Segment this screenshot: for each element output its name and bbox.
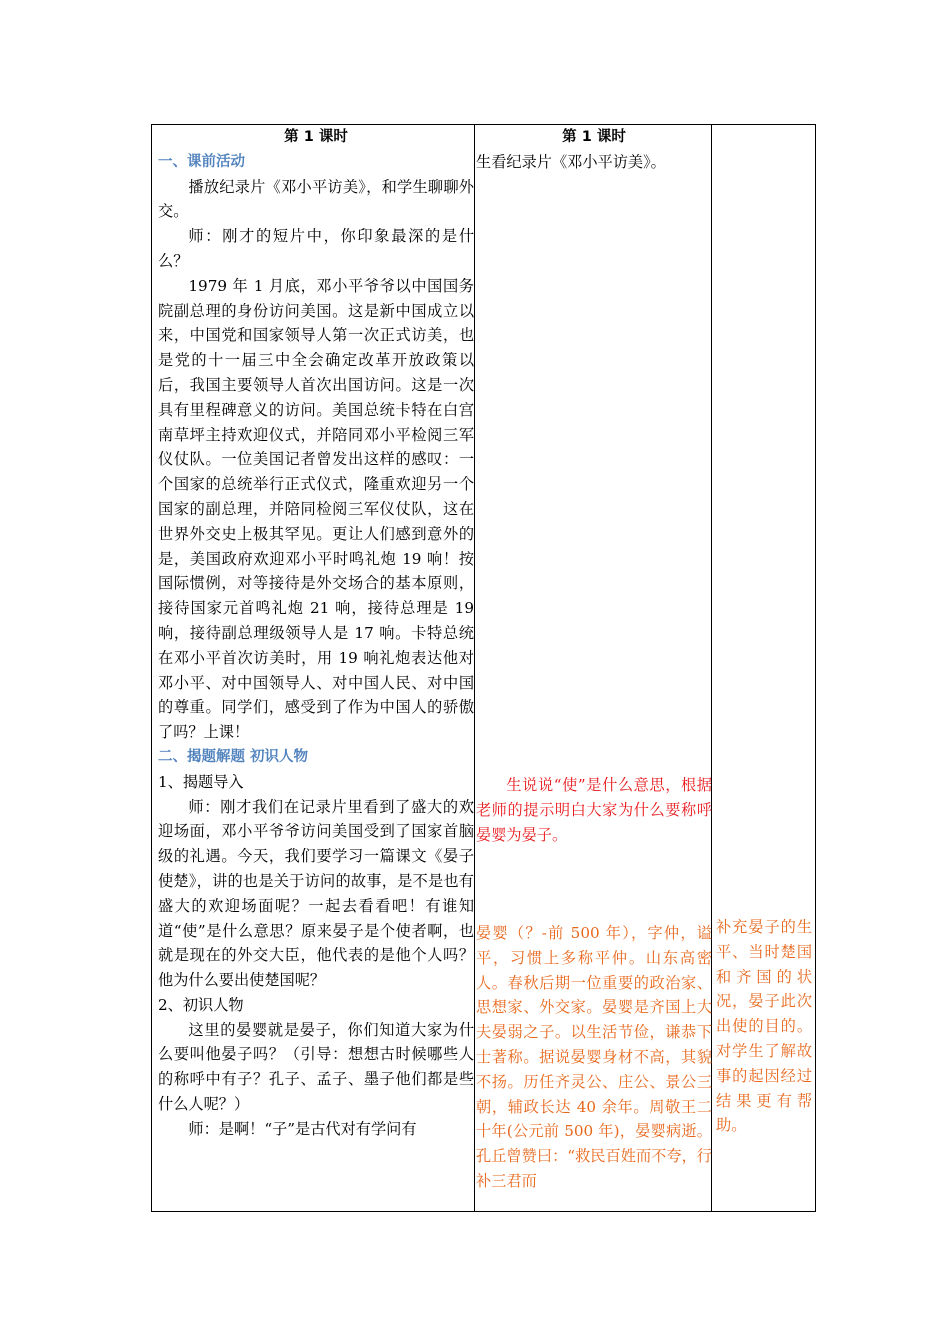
teacher-activity-column xyxy=(158,125,474,1211)
column-header-1: 第 1 课时 xyxy=(284,129,348,145)
subheading-character: 2、初识人物 xyxy=(158,995,244,1014)
student-activity-column xyxy=(476,125,712,1211)
column-divider-1 xyxy=(474,125,475,1211)
paragraph-zi-meaning: 师：是啊！“子”是古代对有学问有 xyxy=(188,1119,417,1138)
subheading-intro: 1、揭题导入 xyxy=(158,772,244,791)
lesson-plan-table xyxy=(151,124,816,1212)
paragraph-character: 这里的晏婴就是晏子，你们知道大家为什么要叫他晏子吗？（引导：想想古时候哪些人的称呼中有子？孔子、孟子、墨子他们都是些什么人呢？） xyxy=(158,1020,474,1114)
paragraph-teacher-question: 师：刚才的短片中，你印象最深的是什么？ xyxy=(158,227,474,270)
paragraph-documentary: 播放纪录片《邓小平访美》，和学生聊聊外交。 xyxy=(158,177,474,221)
design-intent-note: 补充晏子的生平、当时楚国和齐国的状况，晏子此次出使的目的。对学生了解故事的起因经过结果更有帮助。 xyxy=(716,918,812,1135)
paragraph-intro: 师：刚才我们在记录片里看到了盛大的欢迎场面，邓小平爷爷访问美国受到了国家首脑级的礼遇。今天，我们要学习一篇课文《晏子使楚》，讲的也是关于访问的故事，是不是也有盛大的欢迎场面呢？一起去看看吧！有谁知道“使”是什么意思？原来晏子是个使者啊，也就是现在的外交大臣，他代表的是他个人吗？他为什么要出使楚国呢？ xyxy=(158,797,474,990)
paragraph-history: 1979 年 1 月底，邓小平爷爷以中国国务院副总理的身份访问美国。这是新中国成立以来，中国党和国家领导人第一次正式访美，也是党的十一届三中全会确定改革开放政策以后，我国主要领导人首次出国访问。这是一次具有里程碑意义的访问。美国总统卡特在白宫南草坪主持欢迎仪式，并陪同邓小平检阅三军仪仗队。一位美国记者曾发出这样的感叹：一个国家的总统举行正式仪式，隆重欢迎另一个国家的副总理，并陪同检阅三军仪仗队，这在世界外交史上极其罕见。更让人们感到意外的是，美国政府欢迎邓小平时鸣礼炮 19 响！按国际惯例，对等接待是外交场合的基本原则，接待国家元首鸣礼炮 21 响，接待总理是 19 响，接待副总理级领导人是 17 响。卡特总统在邓小平首次访美时，用 19 响礼炮表达他对邓小平、对中国领导人、对中国人民、对中国的尊重。同学们，感受到了作为中国人的骄傲了吗？上课！ xyxy=(158,276,474,742)
design-intent-column xyxy=(716,125,812,1211)
section-title-intro: 二、揭题解题 初识人物 xyxy=(158,748,309,765)
student-explain-shi: 生说说“使”是什么意思，根据老师的提示明白大家为什么要称呼晏婴为晏子。 xyxy=(476,776,712,844)
student-watch-documentary: 生看纪录片《邓小平访美》。 xyxy=(476,152,666,171)
yanying-biography: 晏婴（？-前 500 年），字仲，谥平，习惯上多称平仲。山东高密人。春秋后期一位重要的政治家、思想家、外交家。晏婴是齐国上大夫晏弱之子。以生活节俭，谦恭下士著称。据说晏婴身材不高，其貌不扬。历任齐灵公、庄公、景公三朝，辅政长达 40 余年。周敬王二十年(公元前 500 年)，晏婴病逝。孔丘曾赞曰：“救民百姓而不夸，行补三君而 xyxy=(476,924,712,1190)
column-header-2: 第 1 课时 xyxy=(562,129,626,145)
section-title-pre-class: 一、课前活动 xyxy=(158,153,245,170)
